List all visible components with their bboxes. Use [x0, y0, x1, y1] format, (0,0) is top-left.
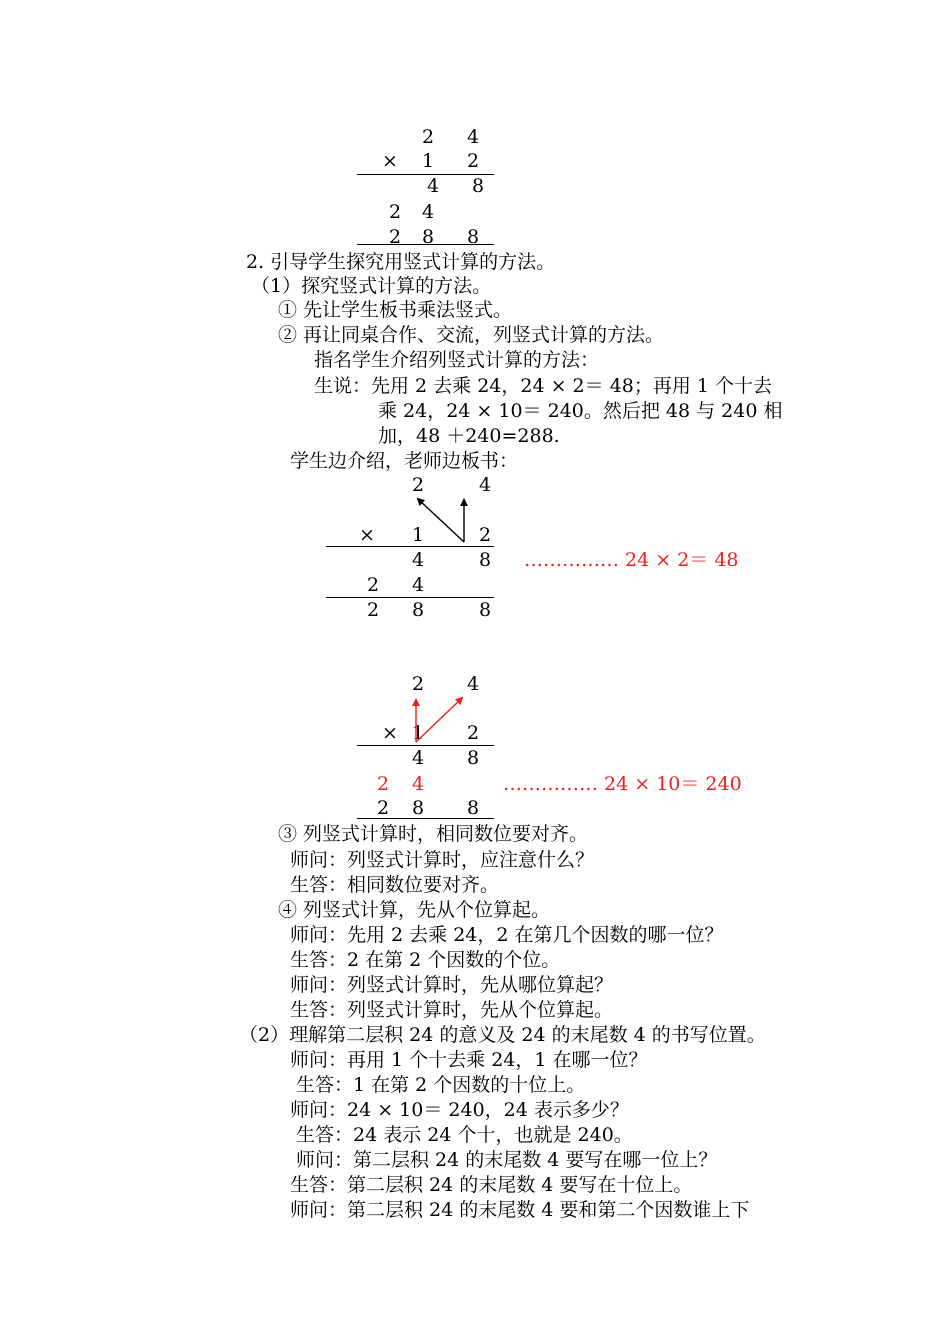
digit: 8 — [421, 226, 435, 248]
digit: 8 — [478, 599, 492, 621]
digit: 2 — [411, 474, 425, 496]
digit: 8 — [466, 797, 480, 819]
text-line: 指名学生介绍列竖式计算的方法： — [314, 349, 600, 371]
digit: 8 — [466, 226, 480, 248]
digit: 4 — [478, 474, 492, 496]
digit: 4 — [421, 201, 435, 223]
text-line: 师问：第二层积 24 的末尾数 4 要和第二个因数谁上下 — [290, 1199, 750, 1221]
digit: 4 — [466, 126, 480, 148]
text-line: 生答：24 表示 24 个十，也就是 240。 — [296, 1124, 633, 1146]
times-sign: × — [382, 150, 398, 172]
text-line: 师问：列竖式计算时，应注意什么？ — [290, 849, 595, 871]
text-line: 生答：列竖式计算时，先从个位算起。 — [290, 999, 614, 1021]
subsection-heading: （1）探究竖式计算的方法。 — [251, 275, 492, 297]
digit: 2 — [366, 599, 380, 621]
digit: 2 — [366, 574, 380, 596]
digit: 2 — [376, 773, 390, 795]
digit: 2 — [466, 150, 480, 172]
calc-note: …………… 24 × 10＝ 240 — [503, 773, 742, 795]
text-line: 师问：先用 2 去乘 24，2 在第几个因数的哪一位？ — [290, 924, 724, 946]
text-line: 师问：24 × 10＝ 240，24 表示多少？ — [290, 1099, 629, 1121]
text-line: 加，48 ＋240=288. — [378, 425, 560, 447]
digit: 1 — [411, 722, 425, 744]
digit: 1 — [421, 150, 435, 172]
text-line: ④ 列竖式计算，先从个位算起。 — [278, 899, 551, 921]
text-line: ② 再让同桌合作、交流，列竖式计算的方法。 — [278, 324, 665, 346]
digit: 1 — [411, 524, 425, 546]
digit: 8 — [478, 549, 492, 571]
digit: 2 — [478, 524, 492, 546]
text-line: 乘 24，24 × 10＝ 240。然后把 48 与 240 相 — [378, 400, 783, 422]
digit: 4 — [411, 747, 425, 769]
calc-note: …………… 24 × 2＝ 48 — [524, 549, 739, 571]
text-line: 生说：先用 2 去乘 24，24 × 2＝ 48；再用 1 个十去 — [314, 375, 773, 397]
digit: 4 — [411, 549, 425, 571]
text-line: 生答：相同数位要对齐。 — [290, 874, 500, 896]
digit: 4 — [426, 175, 440, 197]
digit: 8 — [471, 175, 485, 197]
arrow-to-4-icon — [416, 698, 462, 742]
digit: 2 — [388, 201, 402, 223]
text-line: ① 先让学生板书乘法竖式。 — [278, 299, 513, 321]
section-heading: 2. 引导学生探究用竖式计算的方法。 — [246, 251, 556, 273]
text-line: 生答：1 在第 2 个因数的十位上。 — [296, 1074, 586, 1096]
red-arrows — [416, 698, 462, 742]
digit: 2 — [388, 226, 402, 248]
text-line: ③ 列竖式计算时，相同数位要对齐。 — [278, 823, 589, 845]
digit: 4 — [411, 773, 425, 795]
digit: 4 — [411, 574, 425, 596]
digit: 2 — [421, 126, 435, 148]
digit: 2 — [411, 673, 425, 695]
text-line: 生答：2 在第 2 个因数的个位。 — [290, 949, 561, 971]
text-line: 生答：第二层积 24 的末尾数 4 要写在十位上。 — [290, 1174, 693, 1196]
digit: 8 — [411, 599, 425, 621]
arrow-to-2-icon — [418, 499, 464, 542]
times-sign: × — [359, 524, 375, 546]
digit: 2 — [376, 797, 390, 819]
text-line: 师问：再用 1 个十去乘 24，1 在哪一位？ — [290, 1049, 648, 1071]
digit: 2 — [466, 722, 480, 744]
subsection-heading: （2）理解第二层积 24 的意义及 24 的末尾数 4 的书写位置。 — [239, 1024, 766, 1046]
digit: 4 — [466, 673, 480, 695]
digit: 8 — [411, 797, 425, 819]
text-line: 师问：第二层积 24 的末尾数 4 要写在哪一位上？ — [296, 1149, 718, 1171]
text-line: 师问：列竖式计算时，先从哪位算起？ — [290, 974, 614, 996]
times-sign: × — [382, 722, 398, 744]
digit: 8 — [466, 747, 480, 769]
black-arrows — [418, 499, 464, 542]
text-line: 学生边介绍，老师边板书： — [290, 450, 519, 472]
